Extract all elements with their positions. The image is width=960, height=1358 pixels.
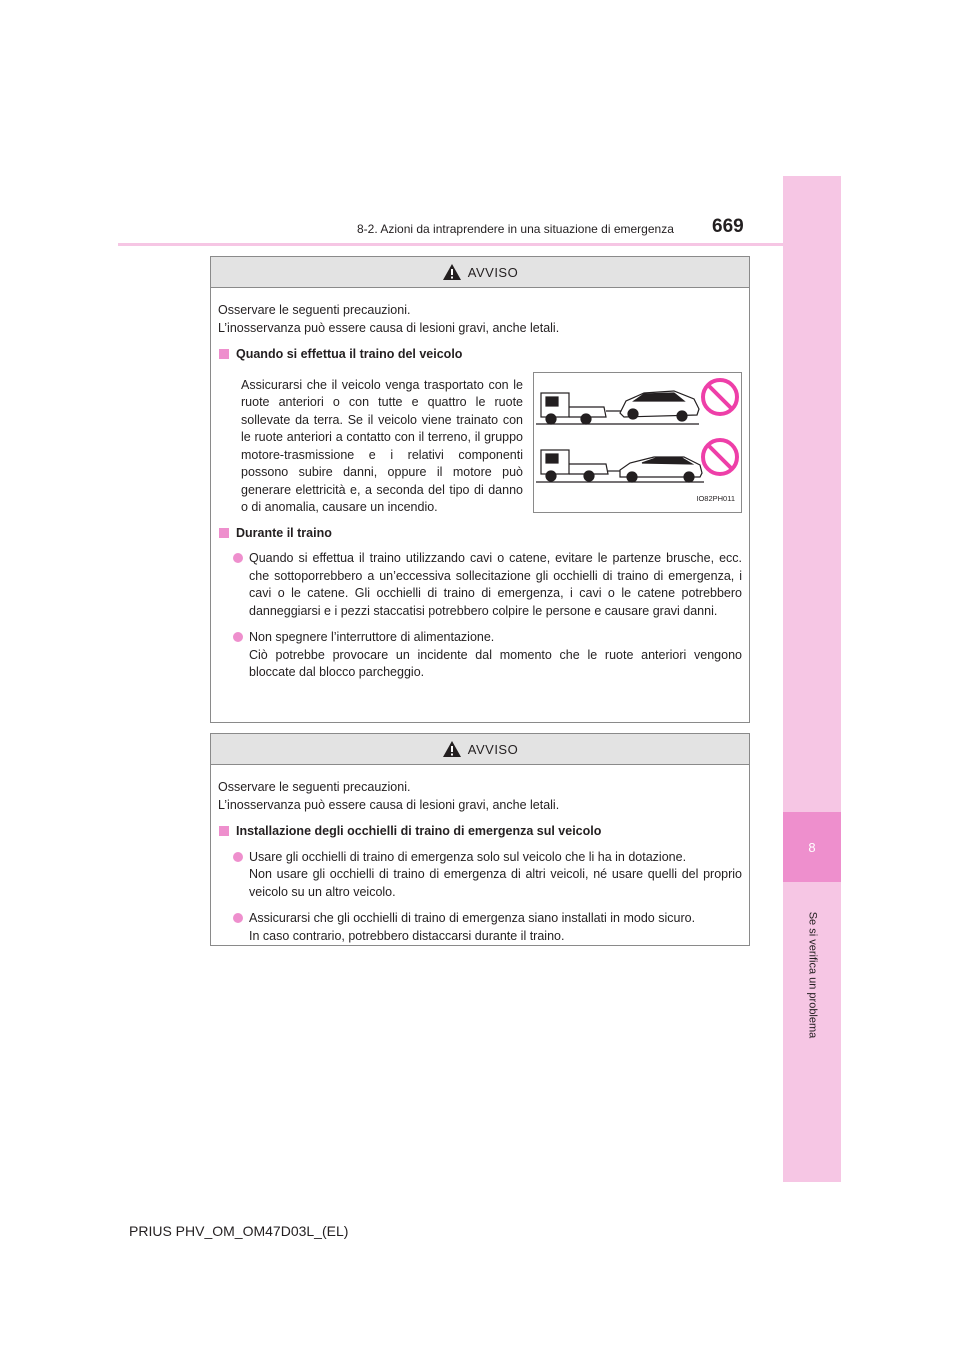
page-number: 669 (712, 216, 744, 237)
header-rule (118, 243, 841, 246)
chapter-number: 8 (808, 839, 816, 855)
chapter-number-tab (783, 812, 841, 882)
illustration-code: IO82PH011 (696, 494, 735, 503)
warning-triangle-icon (442, 740, 462, 758)
document-id: PRIUS PHV_OM_OM47D03L_(EL) (129, 1223, 349, 1239)
warning-header (211, 257, 749, 288)
warning-intro: Osservare le seguenti precauzioni. L’inosservanza può essere causa di lesioni gravi, anche letali. (218, 303, 560, 335)
warning-triangle-icon (442, 263, 462, 281)
square-bullet-icon (219, 826, 229, 836)
round-bullet-icon (233, 632, 243, 642)
round-bullet-icon (233, 913, 243, 923)
chapter-title-tab (800, 900, 824, 1050)
warning-title: AVVISO (467, 741, 519, 757)
subsection-heading: Quando si effettua il traino del veicolo (218, 346, 742, 364)
warning-intro: Osservare le seguenti precauzioni. L’inosservanza può essere causa di lesioni gravi, anche letali. (218, 780, 560, 812)
subsection-heading: Durante il traino (218, 525, 742, 543)
list-item: Assicurarsi che gli occhielli di traino di emergenza siano installati in modo sicuro. In caso contrario, potrebbero distaccarsi durante il traino. (233, 910, 742, 945)
towing-paragraph: Assicurarsi che il veicolo venga trasportato con le ruote anteriori o con tutte e quattro le ruote sollevate da terra. Se il veicolo viene trainato con le ruote anteriori a contatto con il terreno, il gruppo motore-trasmissione e i relativi componenti possono subire danni, oppure il motore può generare elettricità e, a seconda del tipo di danno o di anomalia, causare un incendio. (241, 377, 523, 514)
warning-title: AVVISO (467, 264, 519, 280)
warning-header (211, 734, 749, 765)
chapter-title: Se si verifica un problema (806, 911, 818, 1039)
round-bullet-icon (233, 553, 243, 563)
towing-illustration (533, 372, 742, 513)
square-bullet-icon (219, 349, 229, 359)
square-bullet-icon (219, 528, 229, 538)
list-item: Non spegnere l’interruttore di alimentazione. Ciò potrebbe provocare un incidente dal momento che le ruote anteriori vengono bloccate dal blocco parcheggio. (233, 629, 742, 682)
section-title: 8-2. Azioni da intraprendere in una situazione di emergenza (357, 222, 674, 236)
list-item: Usare gli occhielli di traino di emergenza solo sul veicolo che li ha in dotazione. Non usare gli occhielli di traino di emergenza di altri veicoli, né usare quelli del proprio veicolo su un altro veicolo. (233, 849, 742, 902)
warning-box-towing-eyelets (210, 733, 750, 946)
subsection-heading: Installazione degli occhielli di traino di emergenza sul veicolo (218, 823, 742, 841)
warning-box-towing (210, 256, 750, 723)
round-bullet-icon (233, 852, 243, 862)
list-item: Quando si effettua il traino utilizzando cavi o catene, evitare le partenze brusche, ecc. che sottoporrebbero a un’eccessiva sollecitazione gli occhielli di traino di emergenza, i cavi o le catene. Gli occhielli di traino di emergenza, i cavi o le catene potrebbero danneggiarsi e i pezzi staccatisi potrebbero colpire le persone e causare gravi danni. (233, 550, 742, 620)
